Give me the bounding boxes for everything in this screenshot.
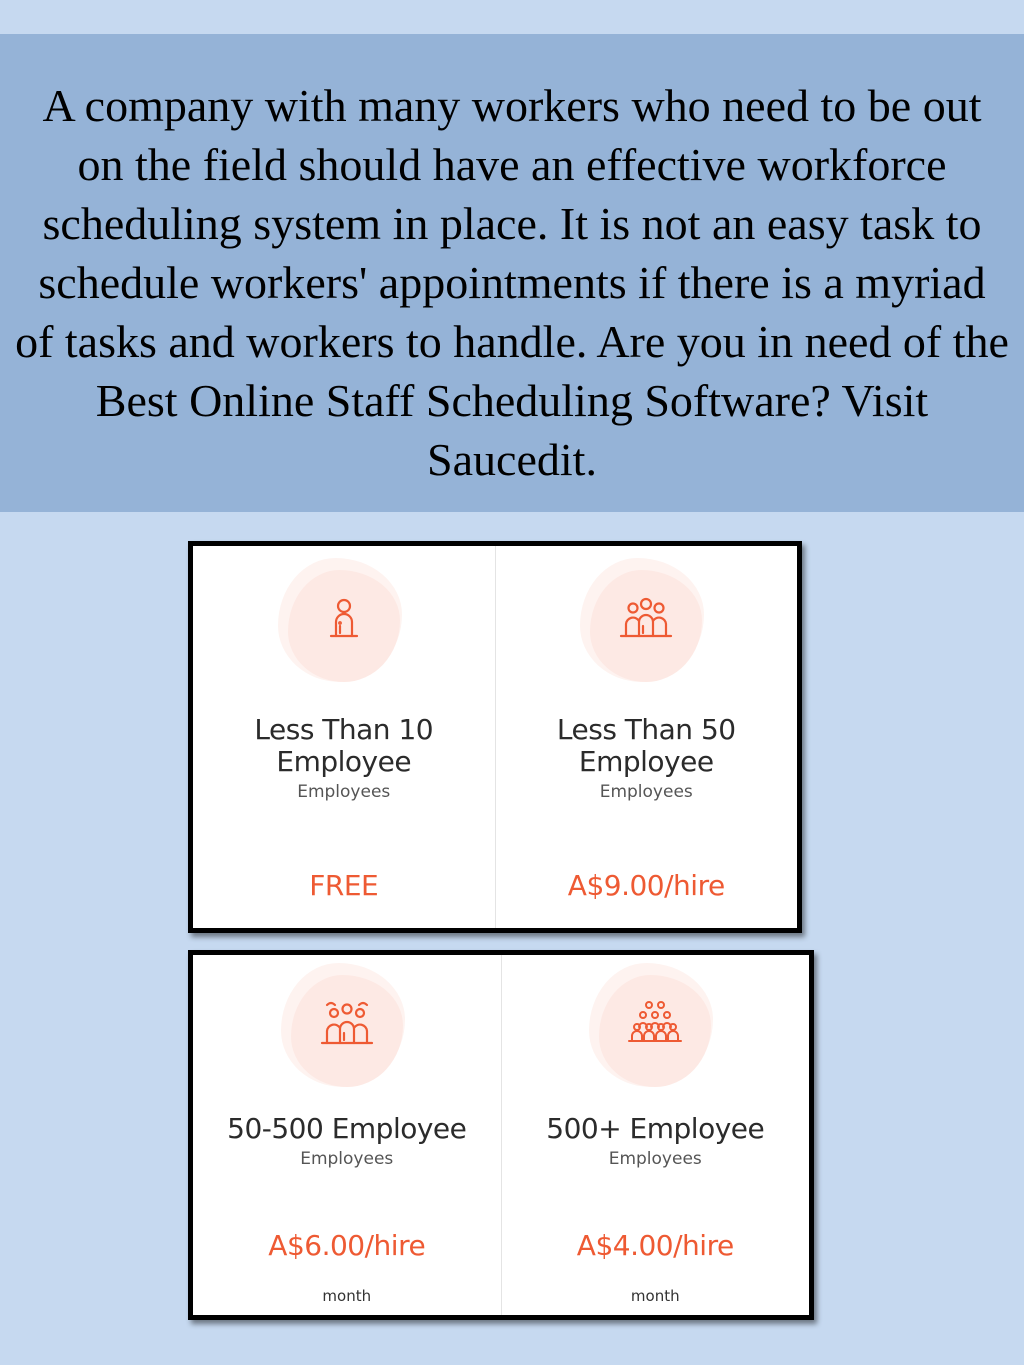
plan-card-500-plus[interactable] [501, 955, 810, 1315]
plan-price: A$6.00/hire [268, 1229, 426, 1262]
group-people-icon [291, 975, 403, 1087]
plan-period: month [630, 1287, 680, 1305]
plan-title [193, 714, 495, 778]
three-people-icon [590, 570, 702, 682]
plan-subtitle: Employees [300, 1149, 394, 1169]
single-person-icon [288, 570, 400, 682]
plan-title-line1: Less Than 10 [254, 713, 434, 746]
plan-subtitle: Employees [608, 1149, 702, 1169]
plan-price: A$4.00/hire [576, 1229, 734, 1262]
plan-card-less-than-50[interactable] [495, 546, 798, 928]
plan-price: A$9.00/hire [567, 869, 725, 902]
plan-price: FREE [309, 869, 379, 902]
crowd-people-icon [599, 975, 711, 1087]
plan-card-less-than-10[interactable] [193, 546, 495, 928]
plan-title-line2: Employee [276, 745, 412, 778]
plan-subtitle: Employees [297, 782, 391, 802]
pricing-panel-bottom [188, 950, 814, 1320]
plan-card-50-500[interactable] [193, 955, 501, 1315]
intro-banner [0, 34, 1024, 512]
plan-title-line2: Employee [578, 745, 714, 778]
intro-text: A company with many workers who need to be out on the field should have an effective workforce scheduling system in place. It is not an easy task to schedule workers' appointments if there is a myriad of tasks and workers to handle. Are you in need of the Best Online Staff Scheduling Software? Visit Saucedit. [15, 80, 1009, 485]
plan-title: 500+ Employee [546, 1112, 765, 1145]
plan-title-line1: Less Than 50 [556, 713, 736, 746]
plan-period: month [322, 1287, 372, 1305]
pricing-panel-top [188, 541, 802, 933]
plan-title: 50-500 Employee [227, 1112, 467, 1145]
plan-subtitle: Employees [599, 782, 693, 802]
plan-title [496, 714, 798, 778]
